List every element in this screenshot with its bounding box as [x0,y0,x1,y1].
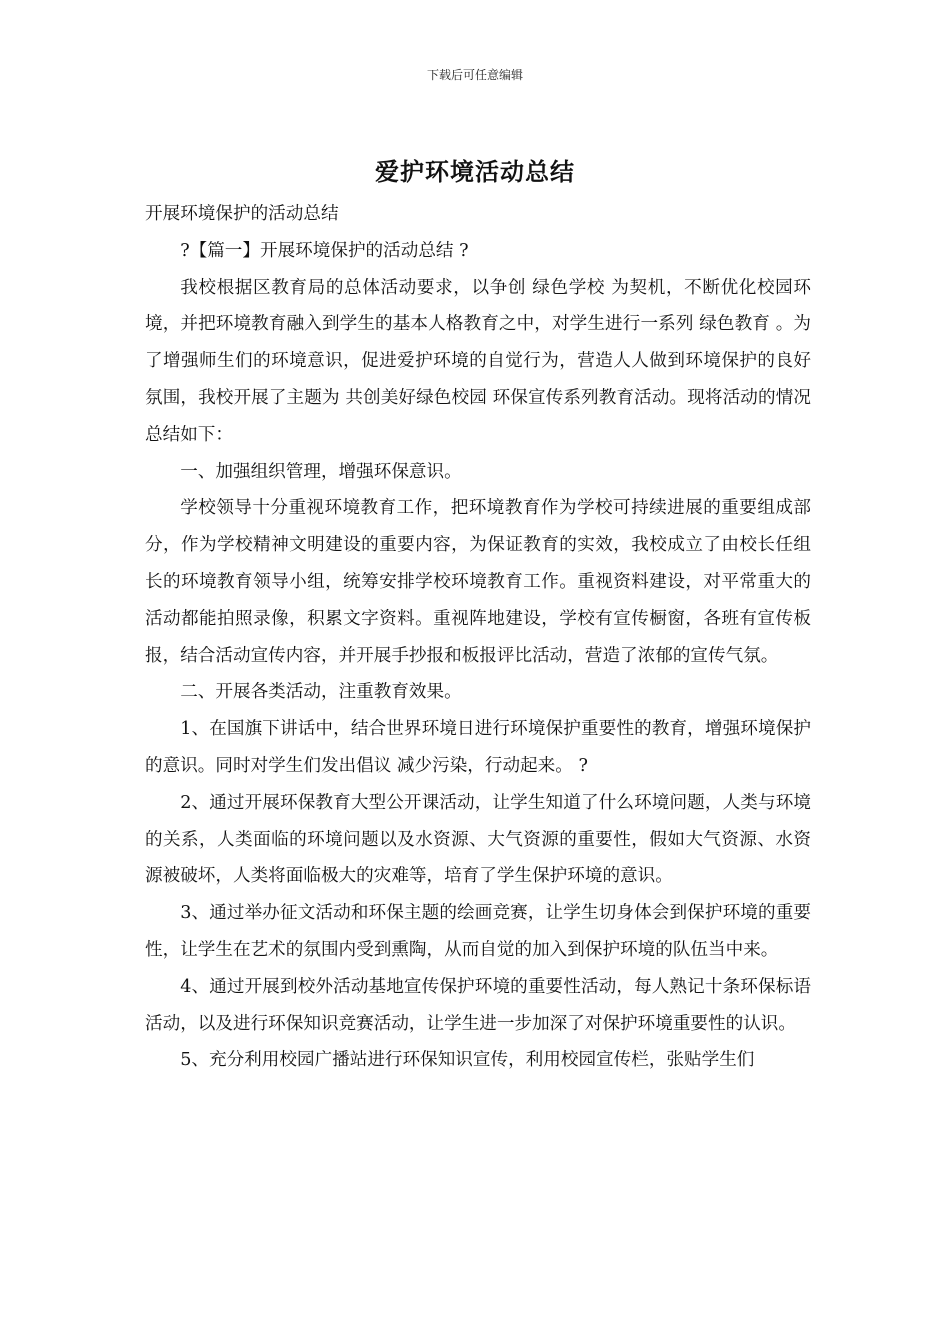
paragraph-organization: 学校领导十分重视环境教育工作，把环境教育作为学校可持续进展的重要组成部分，作为学校精神文明建设的重要内容，为保证教育的实效，我校成立了由校长任组长的环境教育领导小组，统筹安排学校环境教育工作。重视资料建设，对平常重大的活动都能拍照录像，积累文字资料。重视阵地建设，学校有宣传橱窗，各班有宣传板报，结合活动宣传内容，并开展手抄报和板报评比活动，营造了浓郁的宣传气氛。 [145,498,811,666]
paragraph-item-4: 4、通过开展到校外活动基地宣传保护环境的重要性活动，每人熟记十条环保标语活动，以及进行环保知识竞赛活动，让学生进一步加深了对保护环境重要性的认识。 [145,976,811,1034]
paragraph-item-5: 5、充分利用校园广播站进行环保知识宣传，利用校园宣传栏，张贴学生们 [180,1050,755,1071]
document-title: 爱护环境活动总结 [375,157,575,186]
paragraph-item-1: 1、在国旗下讲话中，结合世界环境日进行环境保护重要性的教育，增强环境保护的意识。同时对学生们发出倡议 减少污染，行动起来。 ? [145,719,811,776]
paragraph-heading-one: 一、加强组织管理，增强环保意识。 [180,461,462,482]
paragraph-item-3: 3、通过举办征文活动和环保主题的绘画竞赛，让学生切身体会到保护环境的重要性，让学生在艺术的氛围内受到熏陶，从而自觉的加入到保护环境的队伍当中来。 [145,903,811,960]
paragraph-subtitle: 开展环境保护的活动总结 [145,204,339,224]
paragraph-section-heading: ?【篇一】开展环境保护的活动总结 ? [180,240,469,261]
paragraph-heading-two: 二、开展各类活动，注重教育效果。 [180,682,462,703]
paragraph-item-2: 2、通过开展环保教育大型公开课活动，让学生知道了什么环境问题，人类与环境的关系，人类面临的环境问题以及水资源、大气资源的重要性，假如大气资源、水资源被破坏，人类将面临极大的灾难等，培育了学生保护环境的意识。 [145,792,811,887]
header-note: 下载后可任意编辑 [426,68,523,82]
document-body [145,196,811,1079]
paragraph-intro: 我校根据区教育局的总体活动要求，以争创 绿色学校 为契机，不断优化校园环境，并把环境教育融入到学生的基本人格教育之中，对学生进行一系列 绿色教育 。为了增强师生们的环境意识，促进爱护环境的自觉行为，营造人人做到环境保护的良好氛围，我校开展了主题为 共创美好绿色校园 环保宣传系列教育活动。现将活动的情况总结如下： [145,277,811,445]
